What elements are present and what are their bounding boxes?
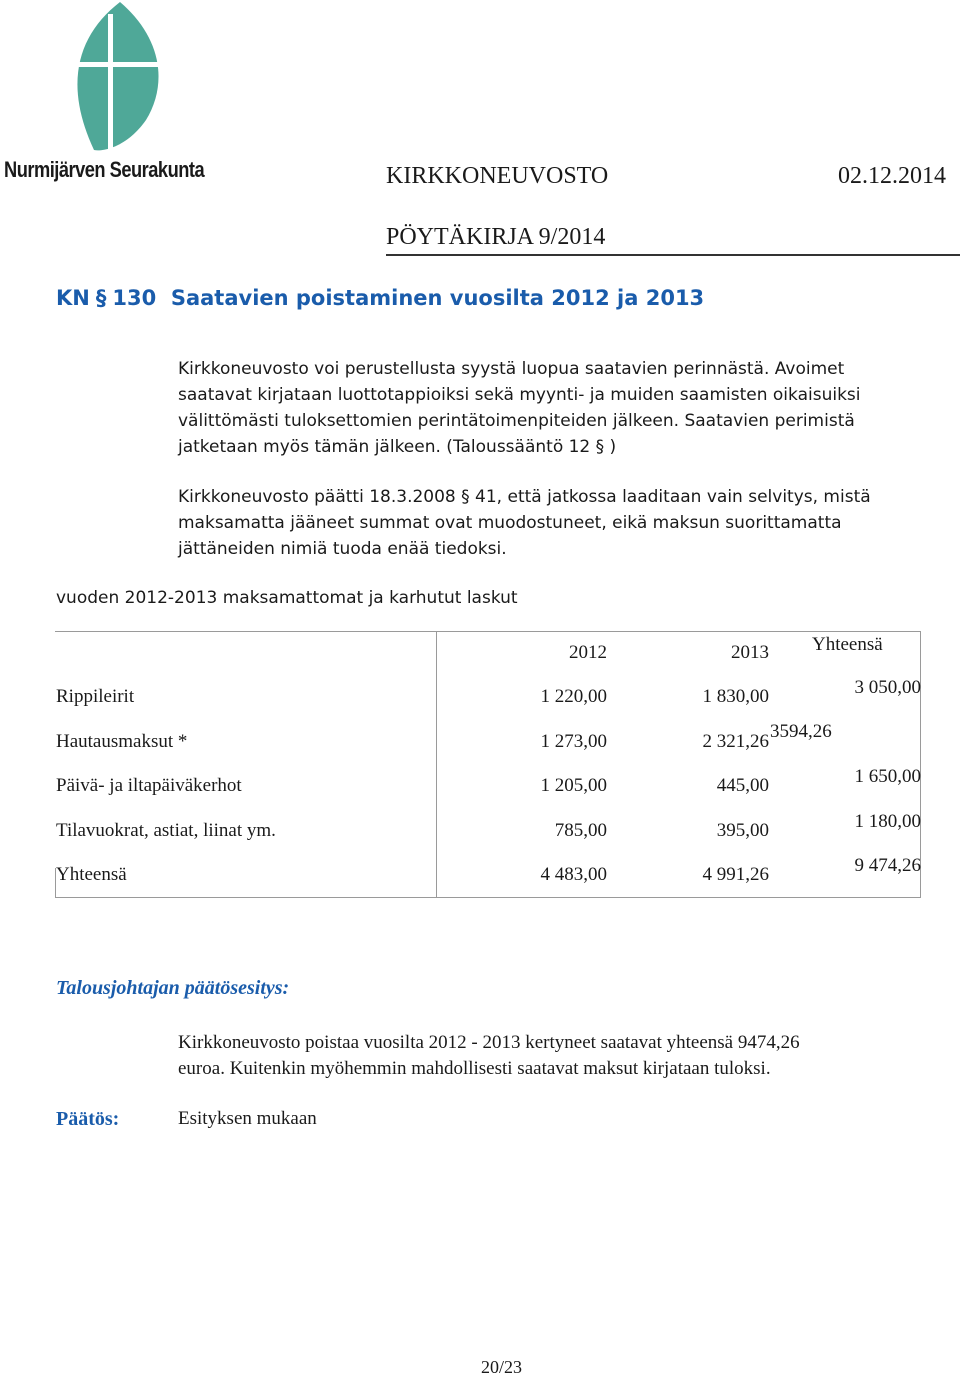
decision-label: Päätös: (56, 1108, 120, 1130)
decision-text: Esityksen mukaan (178, 1108, 317, 1129)
cell-2013: 395,00 (716, 820, 769, 841)
cell-2013: 445,00 (716, 775, 769, 796)
cell-2013: 4 991,26 (702, 864, 769, 885)
row-label: Yhteensä (56, 864, 127, 885)
header-total: Yhteensä (812, 634, 883, 655)
row-label: Hautausmaksut * (56, 731, 188, 752)
header-2012: 2012 (569, 642, 607, 663)
cross-vertical (108, 14, 113, 152)
header-2013: 2013 (731, 642, 769, 663)
document-subtitle: PÖYTÄKIRJA 9/2014 (386, 224, 606, 250)
section-sign: § (95, 286, 107, 310)
paragraph-line: Kirkkoneuvosto voi perustellusta syystä luopua saatavien perinnästä. Avoimet (178, 359, 845, 379)
cross-horizontal (76, 62, 160, 67)
leaf-shape (77, 2, 158, 150)
paragraph-line: jatketaan myös tämän jälkeen. (Taloussääntö 12 § ) (178, 437, 617, 457)
cell-2013: 2 321,26 (702, 731, 769, 752)
cell-2012: 1 220,00 (540, 686, 607, 707)
proposal-line: euroa. Kuitenkin myöhemmin mahdollisesti saatavat maksut kirjataan tuloksi. (178, 1058, 771, 1079)
paragraph-line: välittömästi tuloksettomien perintätoimenpiteiden jälkeen. Saatavien perimistä (178, 411, 855, 431)
row-label: Tilavuokrat, astiat, liinat ym. (56, 820, 276, 841)
paragraph-regulation (178, 356, 918, 460)
cell-2012: 1 205,00 (540, 775, 607, 796)
row-label: Rippileirit (56, 686, 135, 707)
paragraph-prior-decision (178, 484, 918, 562)
section-title: Saatavien poistaminen vuosilta 2012 ja 2013 (170, 286, 705, 310)
cell-total: 3 050,00 (854, 677, 921, 698)
church-logo (58, 0, 170, 156)
row-label: Päivä- ja iltapäiväkerhot (56, 775, 242, 796)
section-heading (56, 286, 704, 310)
page-number: 20/23 (481, 1357, 523, 1377)
cell-total: 1 180,00 (854, 811, 921, 832)
paragraph-line: maksamatta jääneet summat ovat muodostuneet, eikä maksun suorittamatta (178, 513, 842, 533)
cell-total: 1 650,00 (854, 766, 921, 787)
receivables-table (55, 631, 921, 898)
header-divider (386, 254, 960, 256)
cell-total: 9 474,26 (854, 855, 921, 876)
table-caption: vuoden 2012-2013 maksamattomat ja karhutut laskut (56, 588, 518, 608)
cell-2013: 1 830,00 (702, 686, 769, 707)
document-date: 02.12.2014 (838, 163, 946, 189)
document-title: KIRKKONEUVOSTO (386, 163, 609, 189)
section-number: 130 (112, 286, 157, 310)
proposal-line: Kirkkoneuvosto poistaa vuosilta 2012 - 2013 kertyneet saatavat yhteensä 9474,26 (178, 1032, 800, 1053)
cell-2012: 1 273,00 (540, 731, 607, 752)
paragraph-line: saatavat kirjataan luottotappioiksi sekä myynti- ja muiden saamisten oikaisuiksi (178, 385, 861, 405)
proposal-text (178, 1030, 928, 1082)
org-name: Nurmijärven Seurakunta (4, 157, 205, 182)
paragraph-line: jättäneiden nimiä tuoda enää tiedoksi. (178, 539, 507, 559)
section-prefix: KN (56, 286, 90, 310)
proposal-label: Talousjohtajan päätösesitys: (56, 977, 290, 999)
cell-total: 3594,26 (770, 721, 832, 742)
table-column-divider (436, 631, 437, 897)
paragraph-line: Kirkkoneuvosto päätti 18.3.2008 § 41, että jatkossa laaditaan vain selvitys, mistä (178, 487, 871, 507)
cell-2012: 4 483,00 (540, 864, 607, 885)
cell-2012: 785,00 (554, 820, 607, 841)
